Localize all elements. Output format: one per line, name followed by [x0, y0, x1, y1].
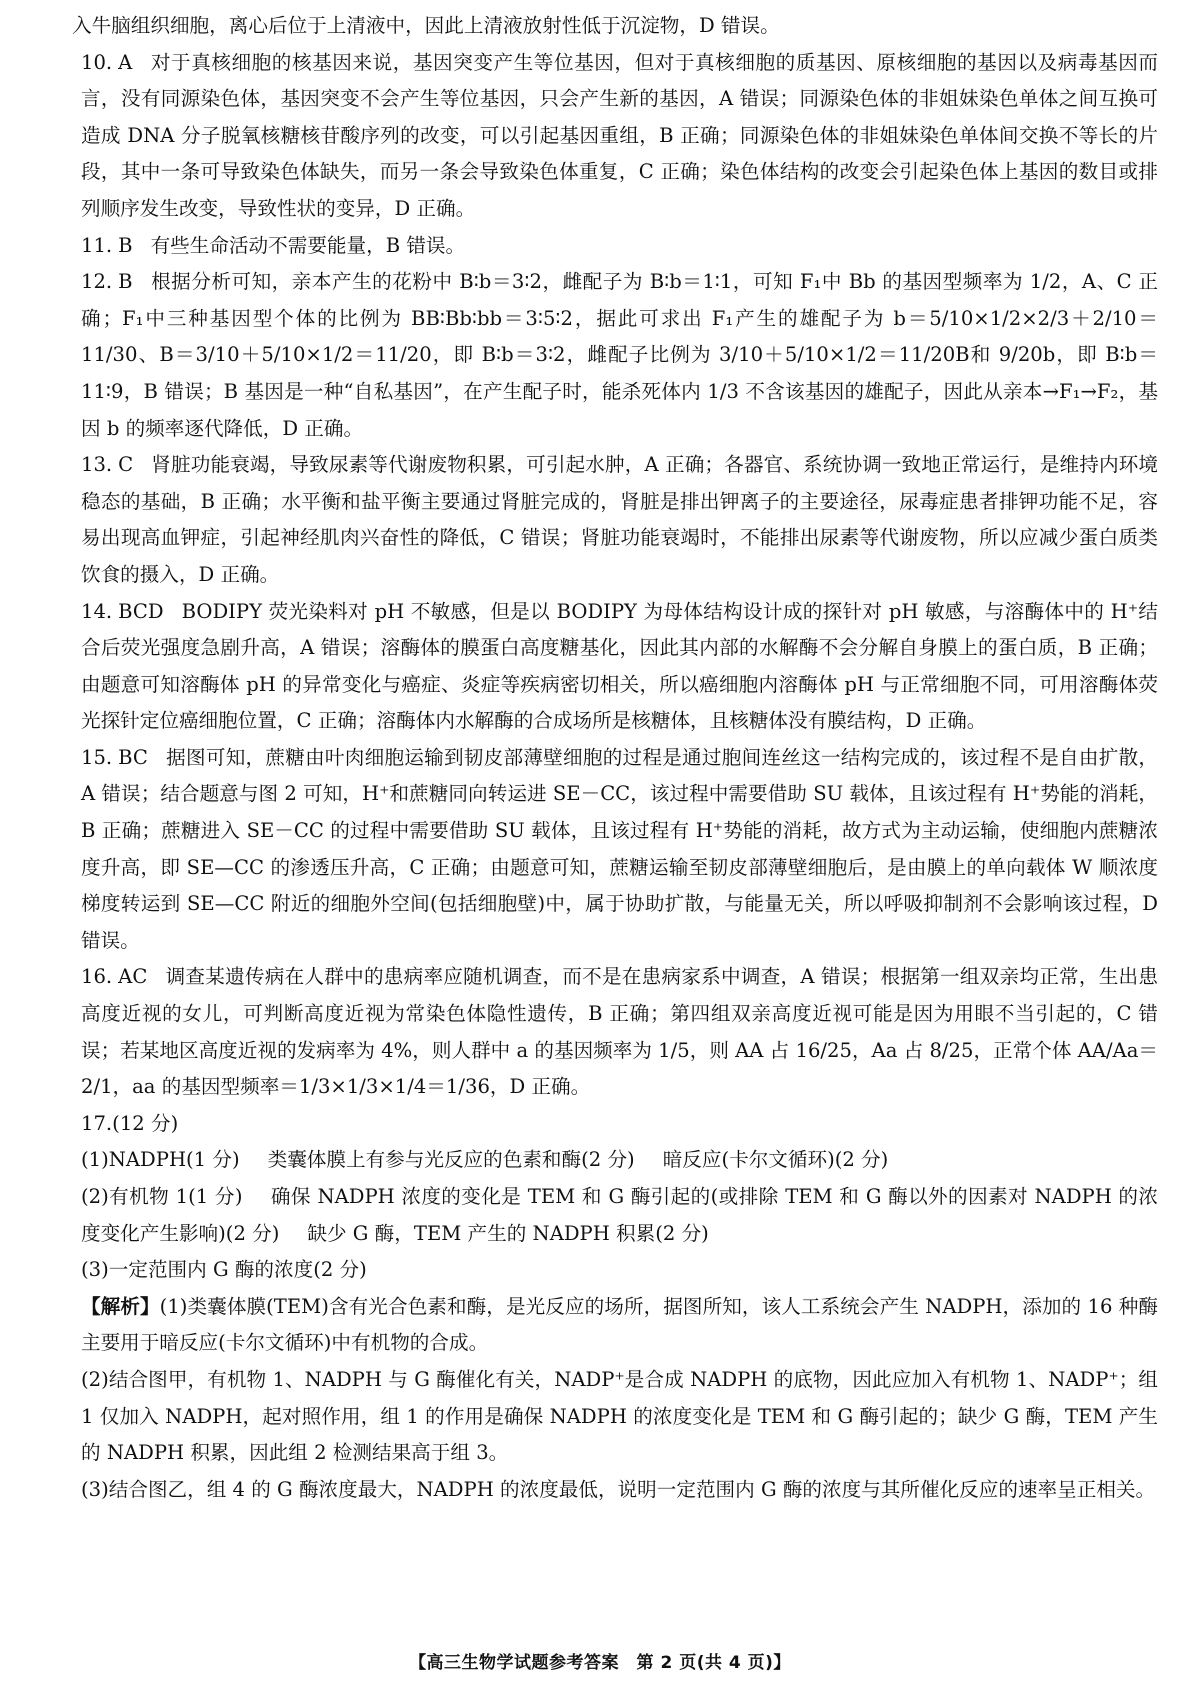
answer-page [62, 8, 1158, 1508]
answer-item-13 [62, 447, 1158, 593]
q17-p2b: 确保 NADPH 浓度的变化是 TEM 和 G 酶引起的(或排除 TEM 和 G 酶以外的因素对 NADPH 的浓度变化产生影响)(2 分) [81, 1185, 1158, 1245]
item-number: 13. [81, 453, 113, 477]
answer-item-11 [62, 228, 1158, 265]
item-explanation: 据图可知，蔗糖由叶肉细胞运输到韧皮部薄壁细胞的过程是通过胞间连丝这一结构完成的，该过程不是自由扩散，A 错误；结合题意与图 2 可知，H⁺和蔗糖同向转运进 SE－CC，该过程中需要借助 SU 载体，且该过程有 H⁺势能的消耗，B 正确；蔗糖进入 SE－CC 的过程中需要借助 SU 载体，且该过程有 H⁺势能的消耗，故方式为主动运输，使细胞内蔗糖浓度升高，即 SE—CC 的渗透压升高，C 正确；由题意可知，蔗糖运输至韧皮部薄壁细胞后，是由膜上的单向载体 W 顺浓度梯度转运到 SE—CC 附近的细胞外空间(包括细胞壁)中，属于协助扩散，与能量无关，所以呼吸抑制剂不会影响该过程，D 错误。 [81, 745, 1158, 952]
q17-p2a: (2)有机物 1(1 分) [81, 1185, 243, 1208]
q17-part-1 [62, 1142, 1158, 1179]
item-number: 14. [81, 599, 113, 623]
q17-analysis-3: (3)结合图乙，组 4 的 G 酶浓度最大，NADPH 的浓度最低，说明一定范围内 G 酶的浓度与其所催化反应的速率呈正相关。 [81, 1477, 1156, 1501]
q17-part-3: (3)一定范围内 G 酶的浓度(2 分) [81, 1258, 367, 1282]
q17-analysis-1 [62, 1289, 1158, 1362]
item-explanation: 肾脏功能衰竭，导致尿素等代谢废物积累，可引起水肿，A 正确；各器官、系统协调一致地正常运行，是维持内环境稳态的基础，B 正确；水平衡和盐平衡主要通过肾脏完成的，肾脏是排出钾离子的主要途径，尿毒症患者排钾功能不足，容易出现高血钾症，引起神经肌肉兴奋性的降低，C 错误；肾脏功能衰竭时，不能排出尿素等代谢废物，所以应减少蛋白质类饮食的摄入，D 正确。 [81, 453, 1158, 586]
answer-item-10 [62, 45, 1158, 228]
item-score: (12 分) [112, 1111, 179, 1135]
answer-item-12 [62, 264, 1158, 447]
item-number: 17. [81, 1111, 113, 1135]
item-answer: AC [118, 965, 148, 989]
item-answer: A [118, 50, 133, 74]
item-answer: BC [118, 745, 148, 769]
analysis-label: 【解析】 [81, 1294, 160, 1318]
q17-p2c: 缺少 G 酶，TEM 产生的 NADPH 积累(2 分) [307, 1221, 709, 1245]
item-answer: B [118, 270, 133, 294]
answer-item-16 [62, 959, 1158, 1105]
answer-item-14 [62, 594, 1158, 740]
item-number: 10. [81, 50, 113, 74]
item-explanation: 对于真核细胞的核基因来说，基因突变产生等位基因，但对于真核细胞的质基因、原核细胞的基因以及病毒基因而言，没有同源染色体，基因突变不会产生等位基因，只会产生新的基因，A 错误；同源染色体的非姐妹染色单体之间互换可造成 DNA 分子脱氧核糖核苷酸序列的改变，可以引起基因重组，B 正确；同源染色体的非姐妹染色单体间交换不等长的片段，其中一条可导致染色体缺失，而另一条会导致染色体重复，C 正确；染色体结构的改变会引起染色体上基因的数目或排列顺序发生改变，导致性状的变异，D 正确。 [81, 50, 1158, 220]
item-number: 11. [81, 233, 113, 257]
answer-item-17-header [62, 1106, 1158, 1143]
q17-part-2 [62, 1179, 1158, 1252]
item-answer: C [118, 453, 134, 477]
continued-line: 入牛脑组织细胞，离心后位于上清液中，因此上清液放射性低于沉淀物，D 错误。 [72, 14, 780, 37]
q17-p1a: (1)NADPH(1 分) [81, 1148, 240, 1172]
page-footer: 【高三生物学试题参考答案 第 2 页(共 4 页)】 [409, 1653, 791, 1673]
item-answer: BCD [118, 599, 164, 623]
answer-item-15 [62, 740, 1158, 960]
q17-p1c: 暗反应(卡尔文循环)(2 分) [662, 1148, 889, 1172]
item-answer: B [118, 233, 133, 257]
item-explanation: 有些生命活动不需要能量，B 错误。 [150, 233, 466, 257]
item-explanation: BODIPY 荧光染料对 pH 不敏感，但是以 BODIPY 为母体结构设计成的探针对 pH 敏感，与溶酶体中的 H⁺结合后荧光强度急剧升高，A 错误；溶酶体的膜蛋白高度糖基化，因此其内部的水解酶不会分解自身膜上的蛋白质，B 正确；由题意可知溶酶体 pH 的异常变化与癌症、炎症等疾病密切相关，所以癌细胞内溶酶体 pH 与正常细胞不同，可用溶酶体荧光探针定位癌细胞位置，C 正确；溶酶体内水解酶的合成场所是核糖体，且核糖体没有膜结构，D 正确。 [81, 599, 1158, 733]
item-number: 15. [81, 745, 113, 769]
item-number: 16. [81, 965, 113, 989]
item-explanation: 根据分析可知，亲本产生的花粉中 B∶b＝3∶2，雌配子为 B∶b＝1∶1，可知 F₁中 Bb 的基因型频率为 1/2，A、C 正确；F₁中三种基因型个体的比例为 BB∶Bb∶bb＝3∶5∶2，据此可求出 F₁产生的雄配子为 b＝5/10×1/2×2/3＋2/10＝11/30、B＝3/10＋5/10×1/2＝11/20，即 B∶b＝3∶2，雌配子比例为 3/10＋5/10×1/2＝11/20B和 9/20b，即 B∶b＝11∶9，B 错误；B 基因是一种“自私基因”，在产生配子时，能杀死体内 1/3 不含该基因的雄配子，因此从亲本→F₁→F₂，基因 b 的频率逐代降低，D 正确。 [81, 270, 1158, 440]
item-explanation: 调查某遗传病在人群中的患病率应随机调查，而不是在患病家系中调查，A 错误；根据第一组双亲均正常，生出患高度近视的女儿，可判断高度近视为常染色体隐性遗传，B 正确；第四组双亲高度近视可能是因为用眼不当引起的，C 错误；若某地区高度近视的发病率为 4%，则人群中 a 的基因频率为 1/5，则 AA 占 16/25，Aa 占 8/25，正常个体 AA/Aa＝2/1，aa 的基因型频率＝1/3×1/3×1/4＝1/36，D 正确。 [81, 965, 1158, 1099]
q17-analysis-2: (2)结合图甲，有机物 1、NADPH 与 G 酶催化有关，NADP⁺是合成 NADPH 的底物，因此应加入有机物 1、NADP⁺；组 1 仅加入 NADPH，起对照作用，组 1 的作用是确保 NADPH 的浓度变化是 TEM 和 G 酶引起的；缺少 G 酶，TEM 产生的 NADPH 积累，因此组 2 检测结果高于组 3。 [81, 1367, 1158, 1465]
item-number: 12. [81, 270, 113, 294]
analysis-text-1: (1)类囊体膜(TEM)含有光合色素和酶，是光反应的场所，据图所知，该人工系统会产生 NADPH，添加的 16 种酶主要用于暗反应(卡尔文循环)中有机物的合成。 [81, 1294, 1159, 1355]
q17-p1b: 类囊体膜上有参与光反应的色素和酶(2 分) [267, 1148, 635, 1172]
